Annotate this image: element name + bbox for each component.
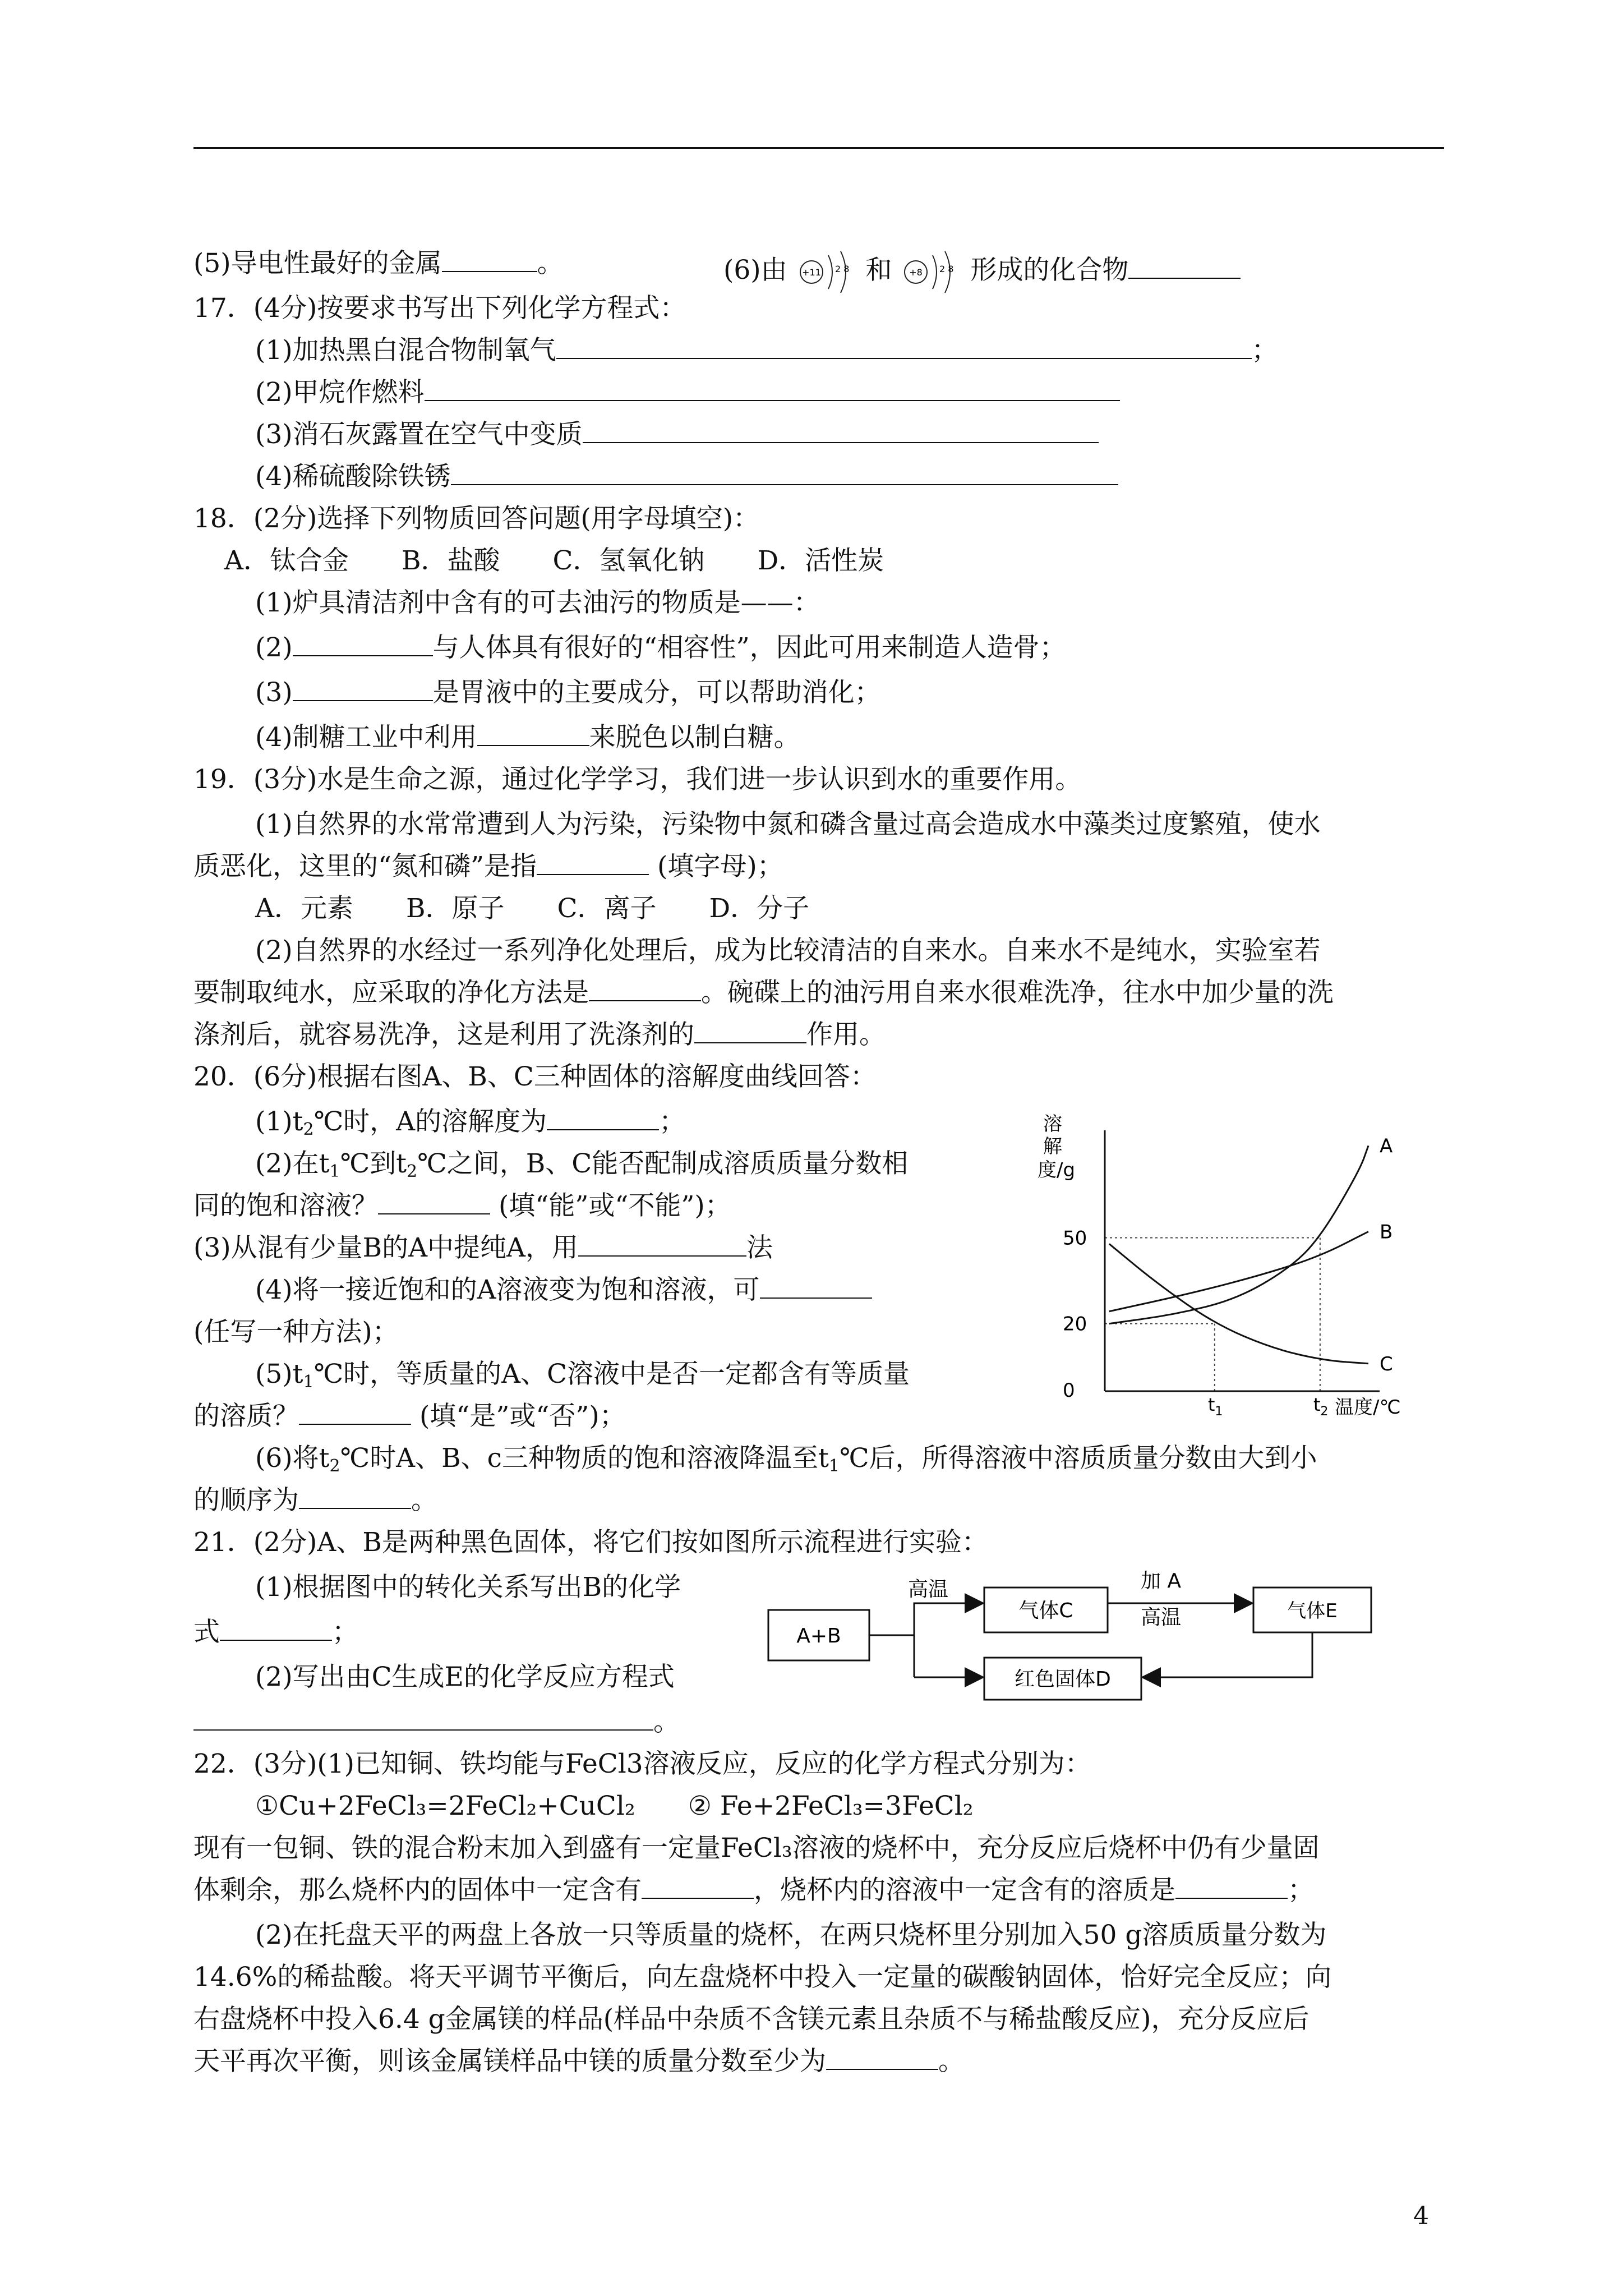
- q20-i2b: ℃到t: [340, 1148, 407, 1179]
- series-label-c: C: [1380, 1352, 1393, 1375]
- q18-i2a: (2): [255, 632, 293, 663]
- q21-item1: (1)根据图中的转化关系写出B的化学: [255, 1572, 681, 1603]
- q20-i2a: (2)在t: [255, 1148, 330, 1179]
- q21-head: 21．(2分)A、B是两种黑色固体，将它们按如图所示流程进行实验：: [193, 1527, 988, 1558]
- q20-item1: [255, 1105, 685, 1139]
- q20-i5c: 的溶质？: [193, 1401, 299, 1432]
- q20-i2e: (填“能”或“不能”)；: [498, 1190, 731, 1221]
- x-axis-label: 温度/℃: [1335, 1396, 1401, 1419]
- q22-l6: [193, 2045, 965, 2078]
- q16-blank-5[interactable]: [442, 249, 537, 272]
- q19-i1-line2: [193, 850, 783, 884]
- q20-i5a: (5)t: [255, 1359, 303, 1389]
- q20-i4a: (4)将一接近饱和的A溶液变为饱和溶液，可: [255, 1274, 760, 1305]
- q20-blank-1[interactable]: [547, 1107, 659, 1130]
- atom2-shells: 2 8: [939, 264, 954, 274]
- q19-i1c: (填字母)；: [657, 851, 783, 882]
- q22-l3: (2)在托盘天平的两盘上各放一只等质量的烧杯，在两只烧杯里分别加入50 g溶质质量分数为: [255, 1920, 1327, 1950]
- q20-item4-line2: (任写一种方法)；: [193, 1317, 399, 1347]
- q18-i2b: 与人体具有很好的“相容性”，因此可用来制造人造骨；: [432, 632, 1066, 663]
- q22-equations: [255, 1789, 974, 1823]
- q20-sub: 1: [828, 1456, 840, 1476]
- q20-item6: [255, 1442, 1317, 1475]
- q16-item6-a: (6)由: [723, 255, 787, 286]
- q17-blank-2[interactable]: [425, 378, 1120, 401]
- q20-item2-line2: [193, 1189, 731, 1223]
- q19-blank-2[interactable]: [589, 978, 701, 1001]
- q19-i2a: (2)自然界的水经过一系列净化处理后，成为比较清洁的自来水。自来水不是纯水，实验室若: [255, 935, 1321, 966]
- q20-i2d: 同的饱和溶液？: [193, 1190, 378, 1221]
- q17-blank-4[interactable]: [451, 462, 1118, 485]
- q20-i2c: ℃之间，B、C能否配制成溶质质量分数相: [417, 1148, 909, 1179]
- q18-item1: (1)炉具清洁剂中含有的可去油污的物质是——：: [255, 587, 820, 618]
- q22-l2: [193, 1874, 1314, 1907]
- q22-eq1: ①Cu+2FeCl₃=2FeCl₂+CuCl₂: [255, 1791, 635, 1821]
- atom-structure-8-icon: [900, 247, 962, 297]
- q19-i2b: 要制取纯水，应采取的净化方法是: [193, 977, 589, 1008]
- q20-item6-line2: [193, 1484, 437, 1517]
- q20-i5d: (填“是”或“否”)；: [419, 1401, 626, 1432]
- arrow-ab-to-c: [914, 1603, 981, 1610]
- header-rule: [193, 147, 1444, 149]
- chart-grid: [1105, 1237, 1320, 1391]
- q20-blank-2[interactable]: [378, 1191, 490, 1214]
- series-label-b: B: [1380, 1221, 1393, 1244]
- q18-i4b: 来脱色以制白糖。: [589, 722, 800, 753]
- q17-i2: (2)甲烷作燃料: [255, 377, 425, 408]
- q20-sub: 2: [407, 1162, 418, 1181]
- series-line-b: [1109, 1232, 1368, 1312]
- q20-sub: 2: [329, 1456, 340, 1476]
- q20-i3b: 法: [746, 1232, 773, 1263]
- q22-l6a: 天平再次平衡，则该金属镁样品中镁的质量分数至少为: [193, 2046, 826, 2077]
- q21-item1-line2: [193, 1616, 358, 1649]
- q20-sub: 1: [329, 1162, 340, 1181]
- y-tick-label: 20: [1063, 1313, 1087, 1336]
- q16-item6-b: 形成的化合物: [970, 255, 1129, 286]
- q20-item5-line2: [193, 1400, 626, 1433]
- q22-blank-3[interactable]: [826, 2046, 938, 2070]
- q20-sub: 1: [303, 1372, 314, 1392]
- chart-ticks: [1063, 1227, 1328, 1419]
- q20-head: 20．(6分)根据右图A、B、C三种固体的溶解度曲线回答：: [193, 1061, 877, 1092]
- q21-item2: (2)写出由C生成E的化学反应方程式: [255, 1662, 675, 1692]
- q20-blank-4[interactable]: [760, 1275, 872, 1299]
- q21-blank-1[interactable]: [220, 1617, 332, 1641]
- arrow-e-to-d: [1144, 1632, 1312, 1677]
- x-tick-label: $t_1$: [1207, 1394, 1223, 1419]
- q22-blank-1[interactable]: [642, 1875, 754, 1899]
- q21-item2-line2: [193, 1705, 680, 1739]
- q18-i3b: 是胃液中的主要成分，可以帮助消化；: [432, 677, 881, 708]
- q19-i1a: (1)自然界的水常常遭到人为污染，污染物中氮和磷含量过高会造成水中藻类过度繁殖，使水: [255, 809, 1321, 840]
- q22-l6b: 。: [938, 2046, 965, 2077]
- q21-i1c: ；: [332, 1617, 358, 1648]
- q17-blank-3[interactable]: [583, 420, 1099, 443]
- q16-item6-and: 和: [865, 255, 892, 286]
- q20-i6a: (6)将t: [255, 1443, 330, 1474]
- q17-i1: (1)加热黑白混合物制氧气: [255, 335, 556, 366]
- q18-blank-2[interactable]: [293, 633, 433, 656]
- box-gas-c-label: 气体C: [1018, 1599, 1073, 1622]
- q20-item3: [193, 1231, 773, 1265]
- q19-i2-line2: [193, 976, 1334, 1010]
- q16-blank-6[interactable]: [1128, 255, 1241, 279]
- y-axis-label-3: 度/g: [1038, 1159, 1076, 1181]
- q20-blank-6[interactable]: [299, 1485, 411, 1509]
- flow-add-a-label: 加 A: [1140, 1570, 1182, 1593]
- q22-l2c: ；: [1288, 1875, 1314, 1906]
- q18-item3: [255, 676, 881, 710]
- q18-blank-3[interactable]: [293, 678, 433, 701]
- q19-i2e: 作用。: [806, 1019, 886, 1050]
- atom-structure-11-icon: [796, 247, 857, 297]
- q17-head: 17．(4分)按要求书写出下列化学方程式：: [193, 293, 686, 324]
- q18-item2: [255, 631, 1066, 665]
- flow-hot2-label: 高温: [1140, 1606, 1182, 1629]
- q20-blank-3[interactable]: [578, 1233, 746, 1257]
- q17-item4: [255, 460, 1118, 494]
- q17-item2: [255, 376, 1120, 409]
- box-ab-label: A+B: [796, 1625, 841, 1648]
- q19-blank-1[interactable]: [537, 852, 649, 875]
- q18-i3a: (3): [255, 677, 293, 708]
- q20-sub: 2: [303, 1120, 314, 1139]
- q17-item3: [255, 418, 1099, 452]
- q18-item4: [255, 721, 800, 754]
- page-number: 4: [1413, 2202, 1429, 2230]
- x-tick-label: $t_2$: [1313, 1394, 1329, 1419]
- y-tick-label: 50: [1063, 1227, 1087, 1250]
- q18-head: 18．(2分)选择下列物质回答问题(用字母填空)：: [193, 503, 760, 534]
- q20-item4: [255, 1273, 872, 1307]
- atom1-shells: 2 8: [834, 264, 849, 274]
- q17-i4: (4)稀硫酸除铁锈: [255, 461, 451, 492]
- y-tick-label: 0: [1063, 1379, 1075, 1402]
- series-label-a: A: [1380, 1135, 1393, 1158]
- q22-l2a: 体剩余，那么烧杯内的固体中一定含有: [193, 1875, 642, 1906]
- q20-i1c: ；: [659, 1106, 686, 1137]
- chart-series: [1109, 1135, 1393, 1375]
- q16-line: [193, 247, 564, 280]
- q22-head: 22．(3分)(1)已知铜、铁均能与FeCl3溶液反应，反应的化学方程式分别为：: [193, 1749, 1091, 1779]
- q20-i1a: (1)t: [255, 1106, 303, 1137]
- series-line-a: [1109, 1145, 1368, 1323]
- q19-head: 19．(3分)水是生命之源，通过化学学习，我们进一步认识到水的重要作用。: [193, 764, 1082, 795]
- q17-item1: [255, 334, 1278, 367]
- q20-i6e: 。: [411, 1485, 437, 1516]
- box-red-d-label: 红色固体D: [1015, 1668, 1111, 1691]
- q22-l5: 右盘烧杯中投入6.4 g金属镁的样品(样品中杂质不含镁元素且杂质不与稀盐酸反应)，充分反应后: [193, 2004, 1310, 2035]
- q16-item5: (5)导电性最好的金属: [193, 248, 442, 279]
- q19-i1b: 质恶化，这里的“氮和磷”是指: [193, 851, 537, 882]
- q22-blank-2[interactable]: [1175, 1875, 1288, 1899]
- y-axis-label-2: 解: [1043, 1135, 1062, 1158]
- q18-options: A．钛合金 B．盐酸 C．氢氧化钠 D．活性炭: [224, 545, 884, 576]
- flow-hot-label: 高温: [907, 1578, 949, 1601]
- q20-item2: [255, 1147, 908, 1181]
- atom1-nucleus: +11: [801, 267, 821, 278]
- q20-blank-5[interactable]: [299, 1401, 411, 1425]
- q16-item6: [723, 247, 1241, 297]
- q19-i2c: 。碗碟上的油污用自来水很难洗净，往水中加少量的洗: [701, 977, 1334, 1008]
- q21-i2end: 。: [653, 1706, 680, 1737]
- q17-i3: (3)消石灰露置在空气中变质: [255, 419, 583, 450]
- q22-l2b: ，烧杯内的溶液中一定含有的溶质是: [754, 1875, 1175, 1906]
- q20-i1b: ℃时，A的溶解度为: [313, 1106, 547, 1137]
- q17-blank-1[interactable]: [556, 335, 1252, 359]
- q20-i6b: ℃时A、B、c三种物质的饱和溶液降温至t: [340, 1443, 829, 1474]
- q20-i5b: ℃时，等质量的A、C溶液中是否一定都含有等质量: [313, 1359, 910, 1389]
- q20-i6d: 的顺序为: [193, 1485, 299, 1516]
- flow-diagram: [760, 1565, 1416, 1705]
- q18-i4a: (4)制糖工业中利用: [255, 722, 477, 753]
- q19-i2-line3: [193, 1018, 886, 1052]
- y-axis-label-1: 溶: [1043, 1113, 1062, 1135]
- q19-options: A．元素 B．原子 C．离子 D．分子: [255, 893, 810, 924]
- q21-blank-2[interactable]: [193, 1707, 653, 1731]
- solubility-chart: [1032, 1108, 1436, 1422]
- series-line-c: [1109, 1244, 1368, 1363]
- q19-i2d: 涤剂后，就容易洗净，这是利用了洗涤剂的: [193, 1019, 694, 1050]
- q20-i6c: ℃后，所得溶液中溶质质量分数由大到小: [839, 1443, 1317, 1474]
- q19-blank-3[interactable]: [694, 1020, 806, 1043]
- atom2-nucleus: +8: [909, 267, 923, 278]
- q22-eq2: ② Fe+2FeCl₃=3FeCl₂: [688, 1791, 974, 1821]
- q20-item5: [255, 1358, 910, 1391]
- q22-l1: 现有一包铜、铁的混合粉末加入到盛有一定量FeCl₃溶液的烧杯中，充分反应后烧杯中仍有少量固: [193, 1833, 1320, 1864]
- box-gas-e-label: 气体E: [1287, 1600, 1338, 1622]
- q22-l4: 14.6%的稀盐酸。将天平调节平衡后，向左盘烧杯中投入一定量的碳酸钠固体，恰好完全反应；向: [193, 1962, 1332, 1993]
- q18-blank-4[interactable]: [477, 723, 589, 746]
- q20-i3a: (3)从混有少量B的A中提纯A，用: [193, 1232, 578, 1263]
- q21-i1b: 式: [193, 1617, 220, 1648]
- q16-item5-end: 。: [537, 248, 564, 279]
- q17-i1-end: ；: [1251, 335, 1278, 366]
